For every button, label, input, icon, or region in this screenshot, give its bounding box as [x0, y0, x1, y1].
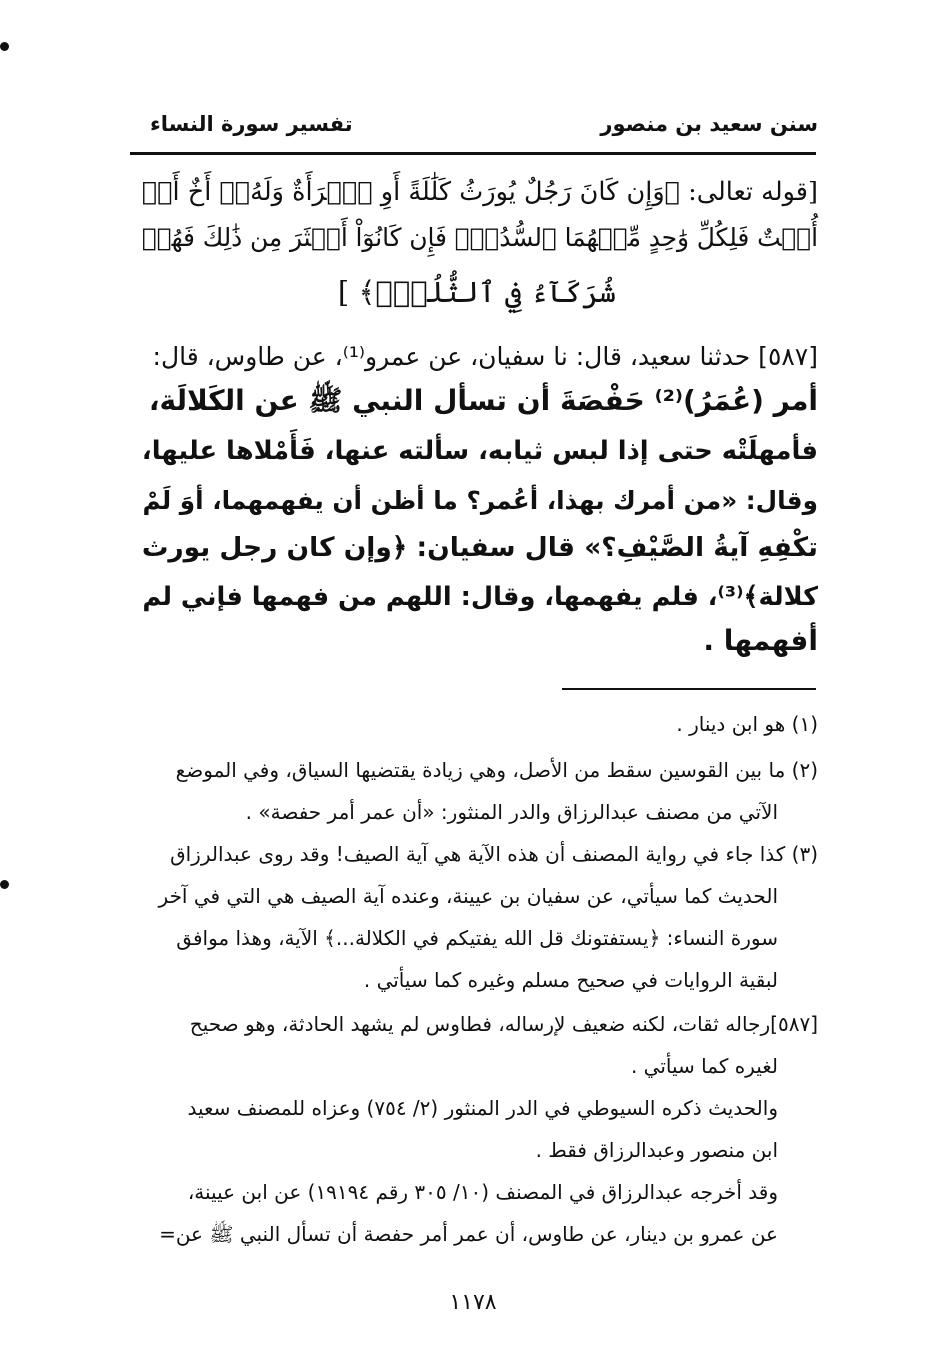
margin-mark [0, 42, 9, 51]
takhrij-cont: لغيره كما سيأتي . [630, 1054, 778, 1078]
verse-line-2: أُخۡتٌ فَلِكُلِّ وَٰحِدٍ مِّنۡهُمَا ٱلسُّدُسُۚ فَإِن كَانُوٓاْ أَكۡثَرَ مِن ذَٰلِكَ فَهُمۡ [141, 223, 818, 252]
takhrij-cont: ابن منصور وعبدالرزاق فقط . [535, 1138, 778, 1162]
footnote-2: (٢) ما بين القوسين سقط من الأصل، وهي زيادة يقتضيها السياق، وفي الموضع [175, 758, 818, 782]
takhrij-587: [٥٨٧]رجاله ثقات، لكنه ضعيف لإرساله، فطاوس لم يشهد الحادثة، وهو صحيح [189, 1012, 818, 1036]
takhrij-cont: عن عمرو بن دينار، عن طاوس، أن عمر أمر حفصة أن تسأل النبي ﷺ عن= [159, 1222, 778, 1246]
footnote-rule [562, 688, 816, 690]
hadith-text-line: تكْفِهِ آيةُ الصَّيْفِ؟» قال سفيان: ﴿وإن كان رجل يورث [141, 532, 818, 563]
footnote-1: (١) هو ابن دينار . [676, 712, 818, 736]
verse-line-3: شُرَكَآءُ فِي ٱلثُّلُثِۚ﴾ ] [337, 275, 616, 309]
page-number: ١١٧٨ [449, 1290, 497, 1315]
header-rule [130, 152, 816, 155]
section-title: تفسير سورة النساء [150, 112, 353, 136]
book-title: سنن سعيد بن منصور [600, 112, 818, 136]
hadith-text-line: أمر (عُمَرُ)⁽²⁾ حَفْصَةَ أن تسأل النبي ﷺ عن الكَلالَة، [148, 384, 818, 417]
hadith-isnad: [٥٨٧] حدثنا سعيد، قال: نا سفيان، عن عمرو⁽¹⁾، عن طاوس، قال: [152, 342, 818, 371]
margin-mark [0, 880, 9, 889]
hadith-text-line: كلالة﴾⁽³⁾، فلم يفهمها، وقال: اللهم من فهمها فإني لم [142, 582, 818, 612]
takhrij-paragraph: وقد أخرجه عبدالرزاق في المصنف (١٠/ ٣٠٥ رقم ١٩١٩٤) عن ابن عيينة، [187, 1180, 778, 1204]
hadith-text-line: أفهمها . [703, 624, 818, 657]
footnote-3-cont: سورة النساء: ﴿يستفتونك قل الله يفتيكم في الكلالة...﴾ الآية، وهذا موافق [176, 926, 778, 950]
footnote-3: (٣) كذا جاء في رواية المصنف أن هذه الآية هي آية الصيف! وقد روى عبدالرزاق [170, 842, 818, 866]
footnote-3-cont: الحديث كما سيأتي، عن سفيان بن عيينة، وعنده آية الصيف هي التي في آخر [158, 884, 778, 908]
takhrij-paragraph: والحديث ذكره السيوطي في الدر المنثور (٢/ ٧٥٤) وعزاه للمصنف سعيد [187, 1096, 778, 1120]
hadith-text-line: فأمهلَتْه حتى إذا لبس ثيابه، سألته عنها، فَأَمْلاها عليها، [141, 436, 818, 466]
footnote-3-cont: لبقية الروايات في صحيح مسلم وغيره كما سيأتي . [363, 968, 778, 992]
footnote-2-cont: الآتي من مصنف عبدالرزاق والدر المنثور: «أن عمر أمر حفصة» . [245, 800, 778, 824]
hadith-text-line: وقال: «من أمرك بهذا، أعُمر؟ ما أظن أن يفهمهما، أوَ لَمْ [142, 486, 818, 515]
verse-line-1: [قوله تعالى: ﴿وَإِن كَانَ رَجُلٌ يُورَثُ كَلَٰلَةً أَوِ ٱمۡرَأَةٌ وَلَهُۥٓ أَخٌ أَوۡ [141, 177, 818, 207]
